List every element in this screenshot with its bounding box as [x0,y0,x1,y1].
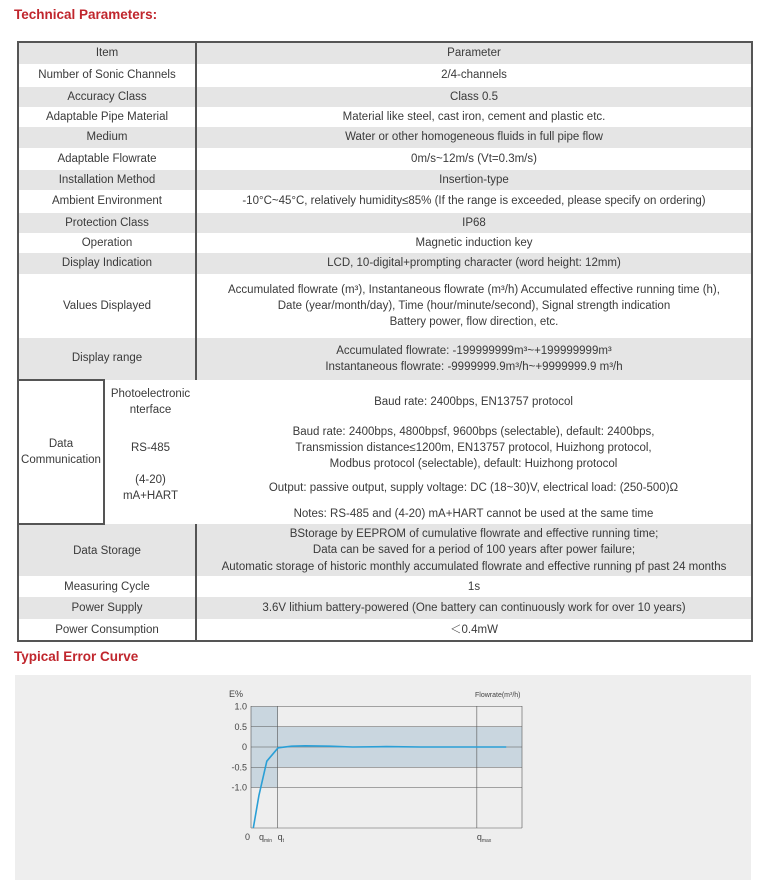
table-row-hart [18,472,752,504]
technical-parameters-heading: Technical Parameters: [14,7,158,22]
row-item: Accuracy Class [18,87,196,107]
y-axis-ticks [231,702,247,793]
row-value [196,338,752,380]
y-tick-label: 0 [241,742,247,752]
table-row [18,619,752,641]
row-value: -10°C~45°C, relatively humidity≤85% (If the range is exceeded, please specify on ordering) [196,190,752,213]
x-tick-label: $q_{min}$ [259,832,273,844]
table-row [18,148,752,170]
row-item: Operation [18,233,196,253]
table-row-rs485 [18,424,752,472]
table-header-row [18,42,752,64]
row-value: Water or other homogeneous fluids in full pipe flow [196,127,752,148]
table-row [18,233,752,253]
value-line: Battery power, flow direction, etc. [389,316,559,329]
row-item: Data Storage [18,524,196,576]
row-value [196,524,752,576]
x-tick-label: $q_t$ [277,832,285,844]
empty-cell [104,504,196,524]
row-item: Power Consumption [18,619,196,641]
error-curve-chart [15,675,751,880]
header-item: Item [18,42,196,64]
value-line: Date (year/month/day), Time (hour/minute/second), Signal strength indication [277,299,671,312]
value-line: Data can be saved for a period of 100 years after power failure; [312,544,636,557]
table-row [18,170,752,190]
table-row [18,107,752,127]
row-value: Output: passive output, supply voltage: DC (18~30)V, electrical load: (250-500)Ω [196,472,752,504]
row-value: LCD, 10-digital+prompting character (word height: 12mm) [196,253,752,274]
error-curve-heading: Typical Error Curve [14,649,139,664]
row-value: 0m/s~12m/s (Vt=0.3m/s) [196,148,752,170]
table-row [18,190,752,213]
row-value: Magnetic induction key [196,233,752,253]
table-row-notes [18,504,752,524]
table-row [18,576,752,597]
row-item: Adaptable Pipe Material [18,107,196,127]
value-line: Accumulated flowrate: -199999999m³~+199999999m³ [336,344,612,357]
row-value: Class 0.5 [196,87,752,107]
row-value: Insertion-type [196,170,752,190]
row-item: Protection Class [18,213,196,233]
row-item: Adaptable Flowrate [18,148,196,170]
row-value: Material like steel, cast iron, cement and plastic etc. [196,107,752,127]
y-axis-label: E% [229,689,244,699]
x-axis-label: Flowrate(m³/h) [475,692,521,699]
value-line: Baud rate: 2400bps, 4800bpsf, 9600bps (selectable), default: 2400bps, [292,426,655,438]
table-row-values-displayed [18,274,752,338]
row-item: Power Supply [18,597,196,619]
row-value: Notes: RS-485 and (4-20) mA+HART cannot be used at the same time [196,504,752,524]
x-tick-label: $q_{max}$ [476,832,492,844]
grid-lines [251,706,522,828]
y-tick-label: 0.5 [234,721,247,732]
row-item: Measuring Cycle [18,576,196,597]
y-tick-label: -1.0 [231,782,247,793]
row-item: Ambient Environment [18,190,196,213]
row-value: 1s [196,576,752,597]
value-line: Transmission distance≤1200m, EN13757 protocol, Huizhong protocol, [295,442,652,455]
label-line: Photoelectronic [110,387,191,400]
value-line: Instantaneous flowrate: -9999999.9m³/h~+9999999.9 m³/h [325,361,623,373]
row-value: Baud rate: 2400bps, EN13757 protocol [196,380,752,424]
value-line: BStorage by EEPROM of cumulative flowrate and effective running time; [289,528,659,541]
row-item: Number of Sonic Channels [18,64,196,87]
y-tick-label: -0.5 [231,762,247,773]
value-line: Modbus protocol (selectable), default: Huizhong protocol [329,458,618,471]
row-value: 3.6V lithium battery-powered (One battery can continuously work for over 10 years) [196,597,752,619]
table-row [18,87,752,107]
label-line: Communication [21,454,101,467]
value-line: Automatic storage of historic monthly accumulated flowrate and effective running pf past 24 months [221,560,727,573]
technical-parameters-table [17,41,753,642]
row-value [196,274,752,338]
row-item: Display range [18,338,196,380]
table-row [18,213,752,233]
y-tick-label: 1.0 [234,701,247,712]
sub-item-label: RS-485 [104,424,196,472]
table-row-display-range [18,338,752,380]
table-row [18,253,752,274]
data-communication-label [18,380,104,524]
label-line: Data [48,438,74,451]
row-item: Values Displayed [18,274,196,338]
table-row [18,597,752,619]
sub-item-label: (4-20) mA+HART [104,472,196,504]
table-row-photoelectronic [18,380,752,424]
row-value: IP68 [196,213,752,233]
sub-item-label [104,380,196,424]
value-line: Accumulated flowrate (m³), Instantaneous flowrate (m³/h) Accumulated effective running time (h), [228,283,720,296]
row-item: Display Indication [18,253,196,274]
x-axis-ticks [245,832,492,844]
label-line: nterface [129,404,172,416]
row-value: ＜0.4mW [196,619,752,641]
row-item: Installation Method [18,170,196,190]
header-parameter: Parameter [196,42,752,64]
table-row [18,64,752,87]
table-row-data-storage [18,524,752,576]
table-row [18,127,752,148]
row-value [196,424,752,472]
error-curve-panel [15,675,751,880]
row-item: Medium [18,127,196,148]
x-tick-label: 0 [244,832,250,842]
row-value: 2/4-channels [196,64,752,87]
